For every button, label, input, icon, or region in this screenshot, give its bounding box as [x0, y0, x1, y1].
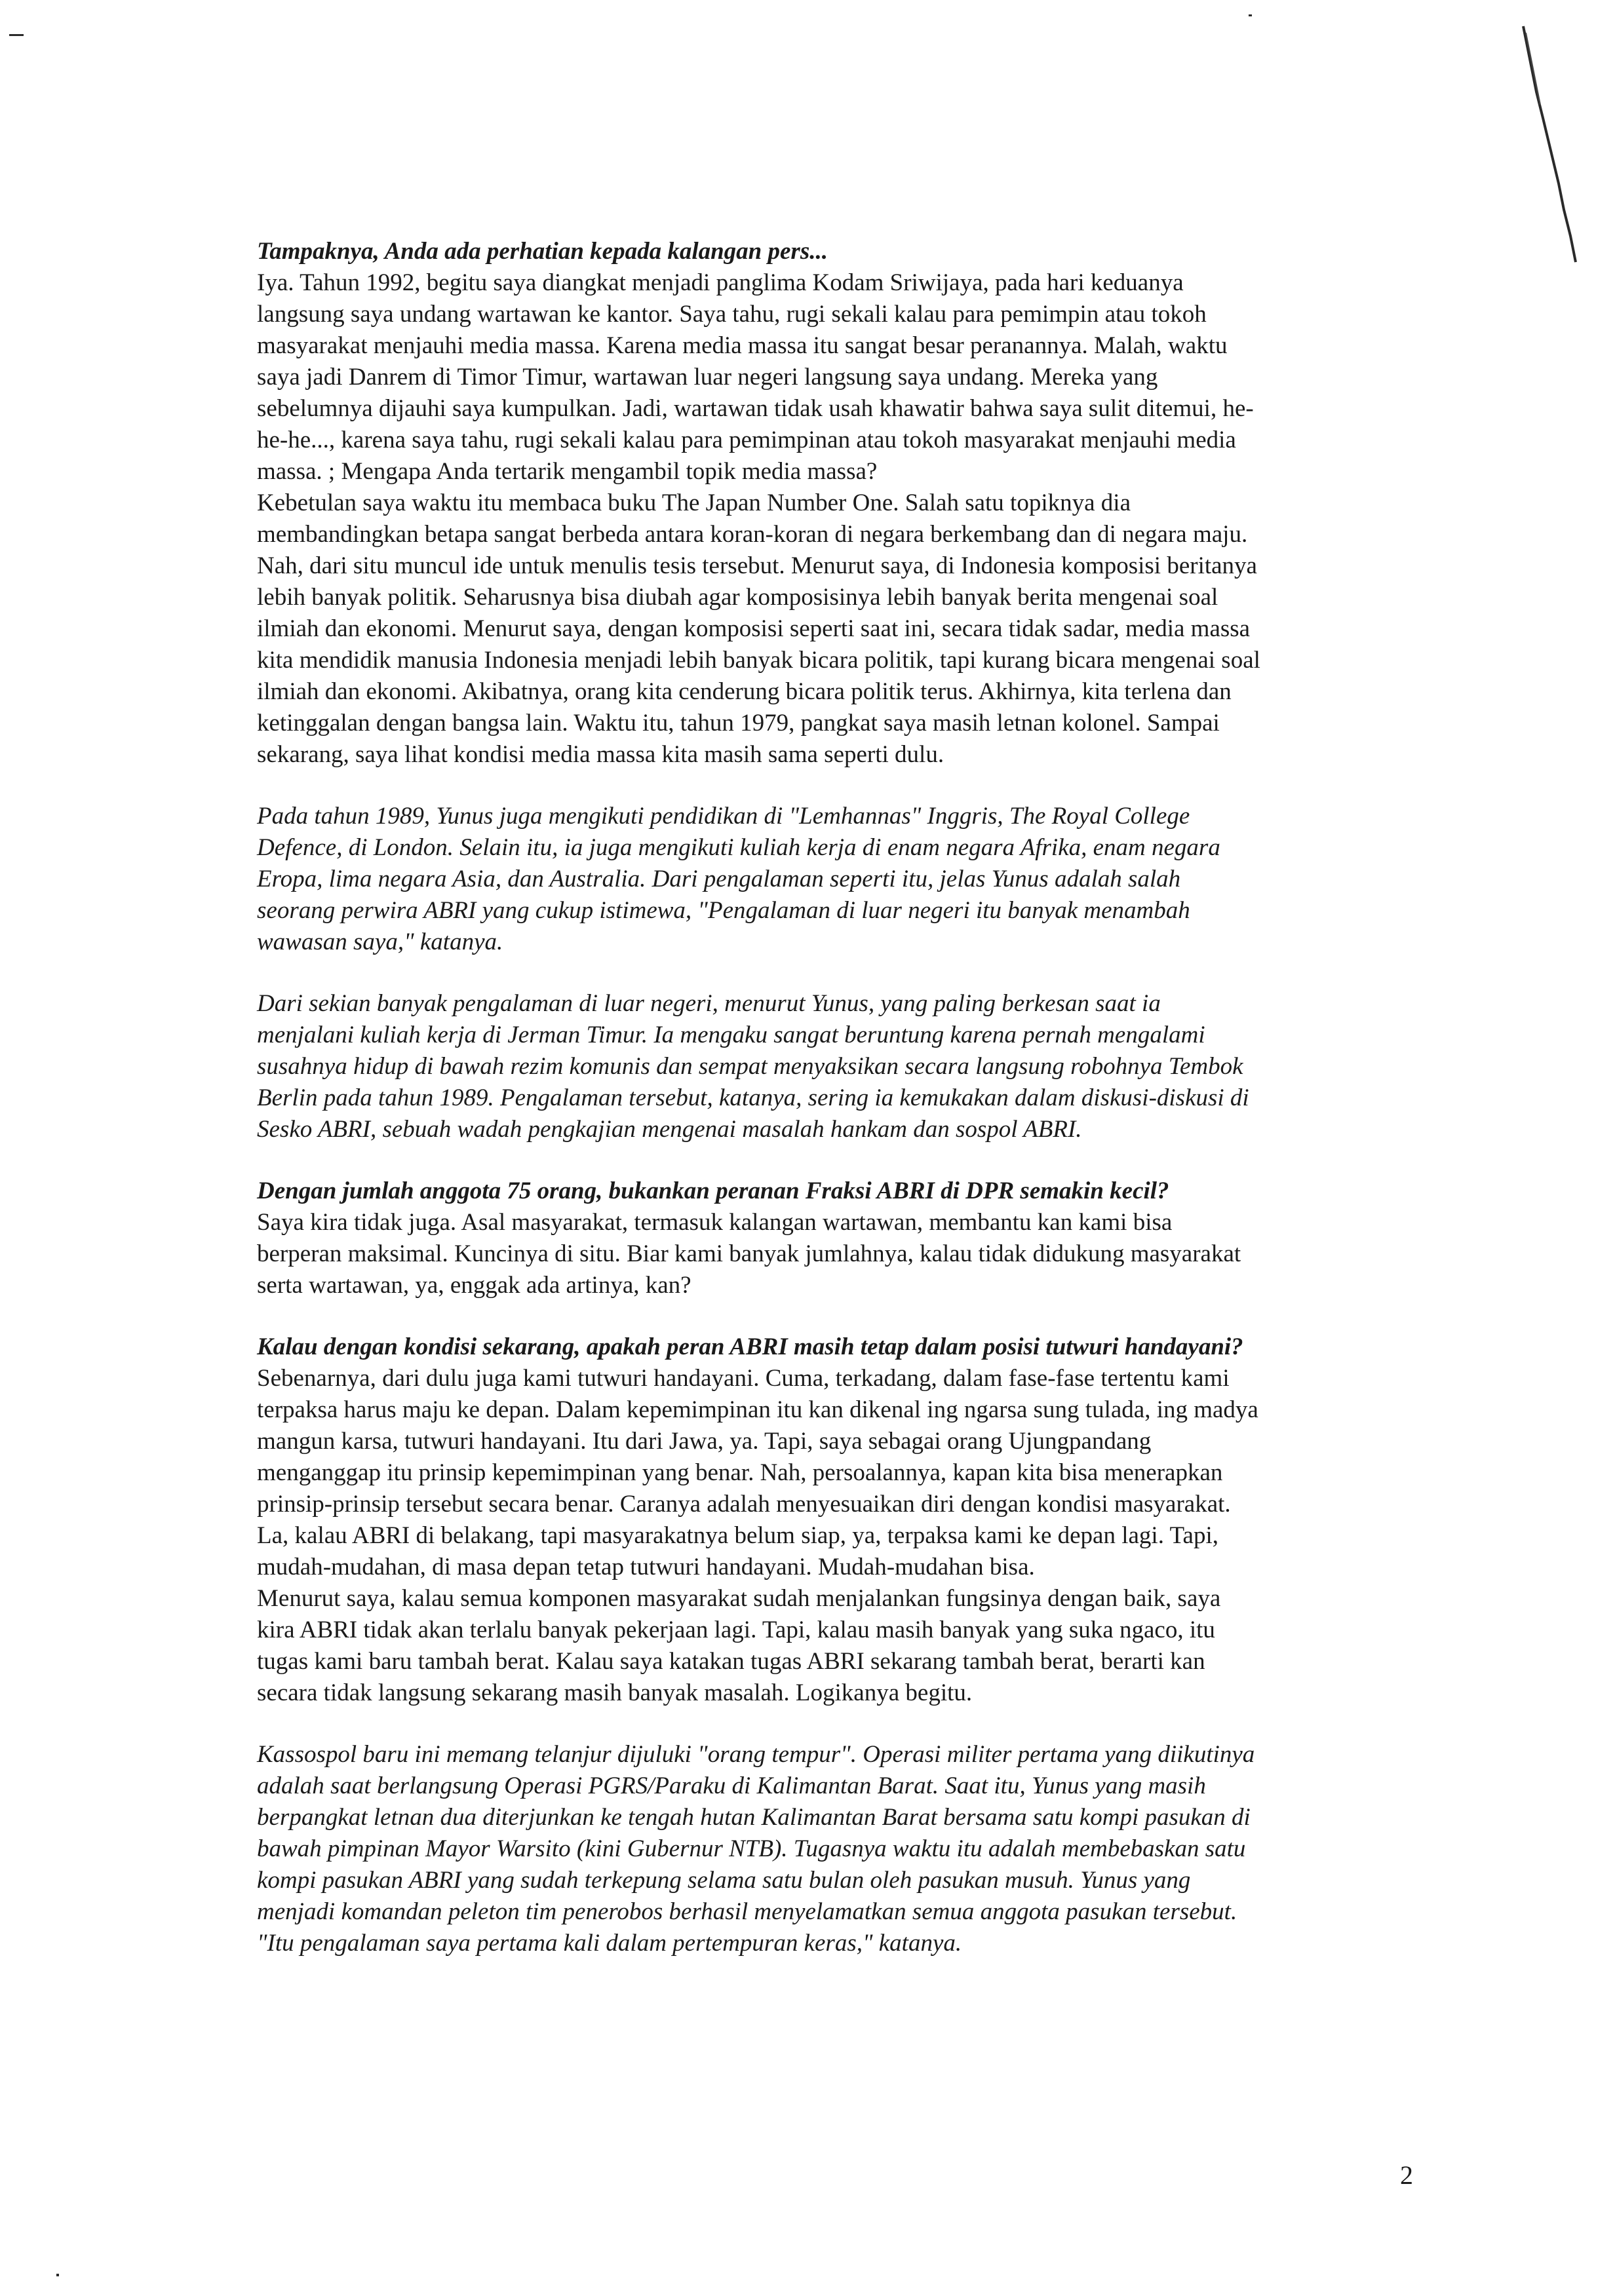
document-body [257, 236, 1430, 1959]
narrative-paragraph-3: Kassospol baru ini memang telanjur dijuluki "orang tempur". Operasi militer pertama yang diikutinya adalah saat berlangsung Operasi PGRS/Paraku di Kalimantan Barat. Saat itu, Yunus yang masih berpangkat letnan dua diterjunkan ke tengah hutan Kalimantan Barat bersama satu kompi pasukan di bawah pimpinan Mayor Warsito (kini Gubernur NTB). Tugasnya waktu itu adalah membebaskan satu kompi pasukan ABRI yang sudah terkepung selama satu bulan oleh pasukan musuh. Yunus yang menjadi komandan peleton tim penerobos berhasil menyelamatkan semua anggota pasukan tersebut. "Itu pengalaman saya pertama kali dalam pertempuran keras," katanya. [257, 1741, 1255, 1957]
interview-question-3: Kalau dengan kondisi sekarang, apakah peran ABRI masih tetap dalam posisi tutwuri handayani? [257, 1333, 1243, 1360]
paragraph-gap [257, 958, 1430, 988]
narrative-paragraph-1: Pada tahun 1989, Yunus juga mengikuti pendidikan di "Lemhannas" Inggris, The Royal College Defence, di London. Selain itu, ia juga mengikuti kuliah kerja di enam negara Afrika, enam negara Eropa, lima negara Asia, dan Australia. Dari pengalaman seperti itu, jelas Yunus adalah salah seorang perwira ABRI yang cukup istimewa, "Pengalaman di luar negeri itu banyak menambah wawasan saya," katanya. [257, 803, 1220, 955]
scan-mark-bottom-left [56, 2274, 59, 2276]
scan-mark-top-left [9, 34, 24, 36]
scan-mark-top-center [1249, 14, 1252, 16]
paragraph-gap [257, 1709, 1430, 1739]
scan-streak-top-right [1521, 20, 1580, 269]
interview-answer-2: Saya kira tidak juga. Asal masyarakat, termasuk kalangan wartawan, membantu kan kami bisa berperan maksimal. Kuncinya di situ. Biar kami banyak jumlahnya, kalau tidak didukung masyarakat serta wartawan, ya, enggak ada artinya, kan? [257, 1209, 1241, 1299]
paragraph-gap [257, 1145, 1430, 1176]
qa-block-1 [257, 236, 1430, 771]
paragraph-gap [257, 1301, 1430, 1331]
interview-question-2: Dengan jumlah anggota 75 orang, bukankan peranan Fraksi ABRI di DPR semakin kecil? [257, 1177, 1169, 1204]
qa-block-2 [257, 1176, 1430, 1301]
interview-answer-1: Iya. Tahun 1992, begitu saya diangkat menjadi panglima Kodam Sriwijaya, pada hari keduanya langsung saya undang wartawan ke kantor. Saya tahu, rugi sekali kalau para pemimpin atau tokoh masyarakat menjauhi media massa. Karena media massa itu sangat besar peranannya. Malah, waktu saya jadi Danrem di Timor Timur, wartawan luar negeri langsung saya undang. Mereka yang sebelumnya dijauhi saya kumpulkan. Jadi, wartawan tidak usah khawatir bahwa saya sulit ditemui, he- he-he..., karena saya tahu, rugi sekali kalau para pemimpinan atau tokoh masyarakat menjauhi media massa. ; Mengapa Anda tertarik mengambil topik media massa? Kebetulan saya waktu itu membaca buku The Japan Number One. Salah satu topiknya dia membandingkan betapa sangat berbeda antara koran-koran di negara berkembang dan di negara maju. Nah, dari situ muncul ide untuk menulis tesis tersebut. Menurut saya, di Indonesia komposisi beritanya lebih banyak politik. Seharusnya bisa diubah agar komposisinya lebih banyak berita mengenai soal ilmiah dan ekonomi. Menurut saya, dengan komposisi seperti saat ini, secara tidak sadar, media massa kita mendidik manusia Indonesia menjadi lebih banyak bicara politik, tapi kurang bicara mengenai soal ilmiah dan ekonomi. Akibatnya, orang kita cenderung bicara politik terus. Akhirnya, kita terlena dan ketinggalan dengan bangsa lain. Waktu itu, tahun 1979, pangkat saya masih letnan kolonel. Sampai sekarang, saya lihat kondisi media massa kita masih sama seperti dulu. [257, 269, 1260, 768]
narrative-paragraph-2: Dari sekian banyak pengalaman di luar negeri, menurut Yunus, yang paling berkesan saat ia menjalani kuliah kerja di Jerman Timur. Ia mengaku sangat beruntung karena pernah mengalami susahnya hidup di bawah rezim komunis dan sempat menyaksikan secara langsung robohnya Tembok Berlin pada tahun 1989. Pengalaman tersebut, katanya, sering ia kemukakan dalam diskusi-diskusi di Sesko ABRI, sebuah wadah pengkajian mengenai masalah hankam dan sospol ABRI. [257, 990, 1249, 1143]
paragraph-gap [257, 771, 1430, 801]
qa-block-3 [257, 1331, 1430, 1709]
interview-answer-3: Sebenarnya, dari dulu juga kami tutwuri handayani. Cuma, terkadang, dalam fase-fase tertentu kami terpaksa harus maju ke depan. Dalam kepemimpinan itu kan dikenal ing ngarsa sung tulada, ing madya mangun karsa, tutwuri handayani. Itu dari Jawa, ya. Tapi, saya sebagai orang Ujungpandang menganggap itu prinsip kepemimpinan yang benar. Nah, persoalannya, kapan kita bisa menerapkan prinsip-prinsip tersebut secara benar. Caranya adalah menyesuaikan diri dengan kondisi masyarakat. La, kalau ABRI di belakang, tapi masyarakatnya belum siap, ya, terpaksa kami ke depan lagi. Tapi, mudah-mudahan, di masa depan tetap tutwuri handayani. Mudah-mudahan bisa. Menurut saya, kalau semua komponen masyarakat sudah menjalankan fungsinya dengan baik, saya kira ABRI tidak akan terlalu banyak pekerjaan lagi. Tapi, kalau masih banyak yang suka ngaco, itu tugas kami baru tambah berat. Kalau saya katakan tugas ABRI sekarang tambah berat, berarti kan secara tidak langsung sekarang masih banyak masalah. Logikanya begitu. [257, 1365, 1258, 1706]
page-number: 2 [1400, 2160, 1413, 2190]
interview-question-1: Tampaknya, Anda ada perhatian kepada kalangan pers... [257, 238, 828, 265]
